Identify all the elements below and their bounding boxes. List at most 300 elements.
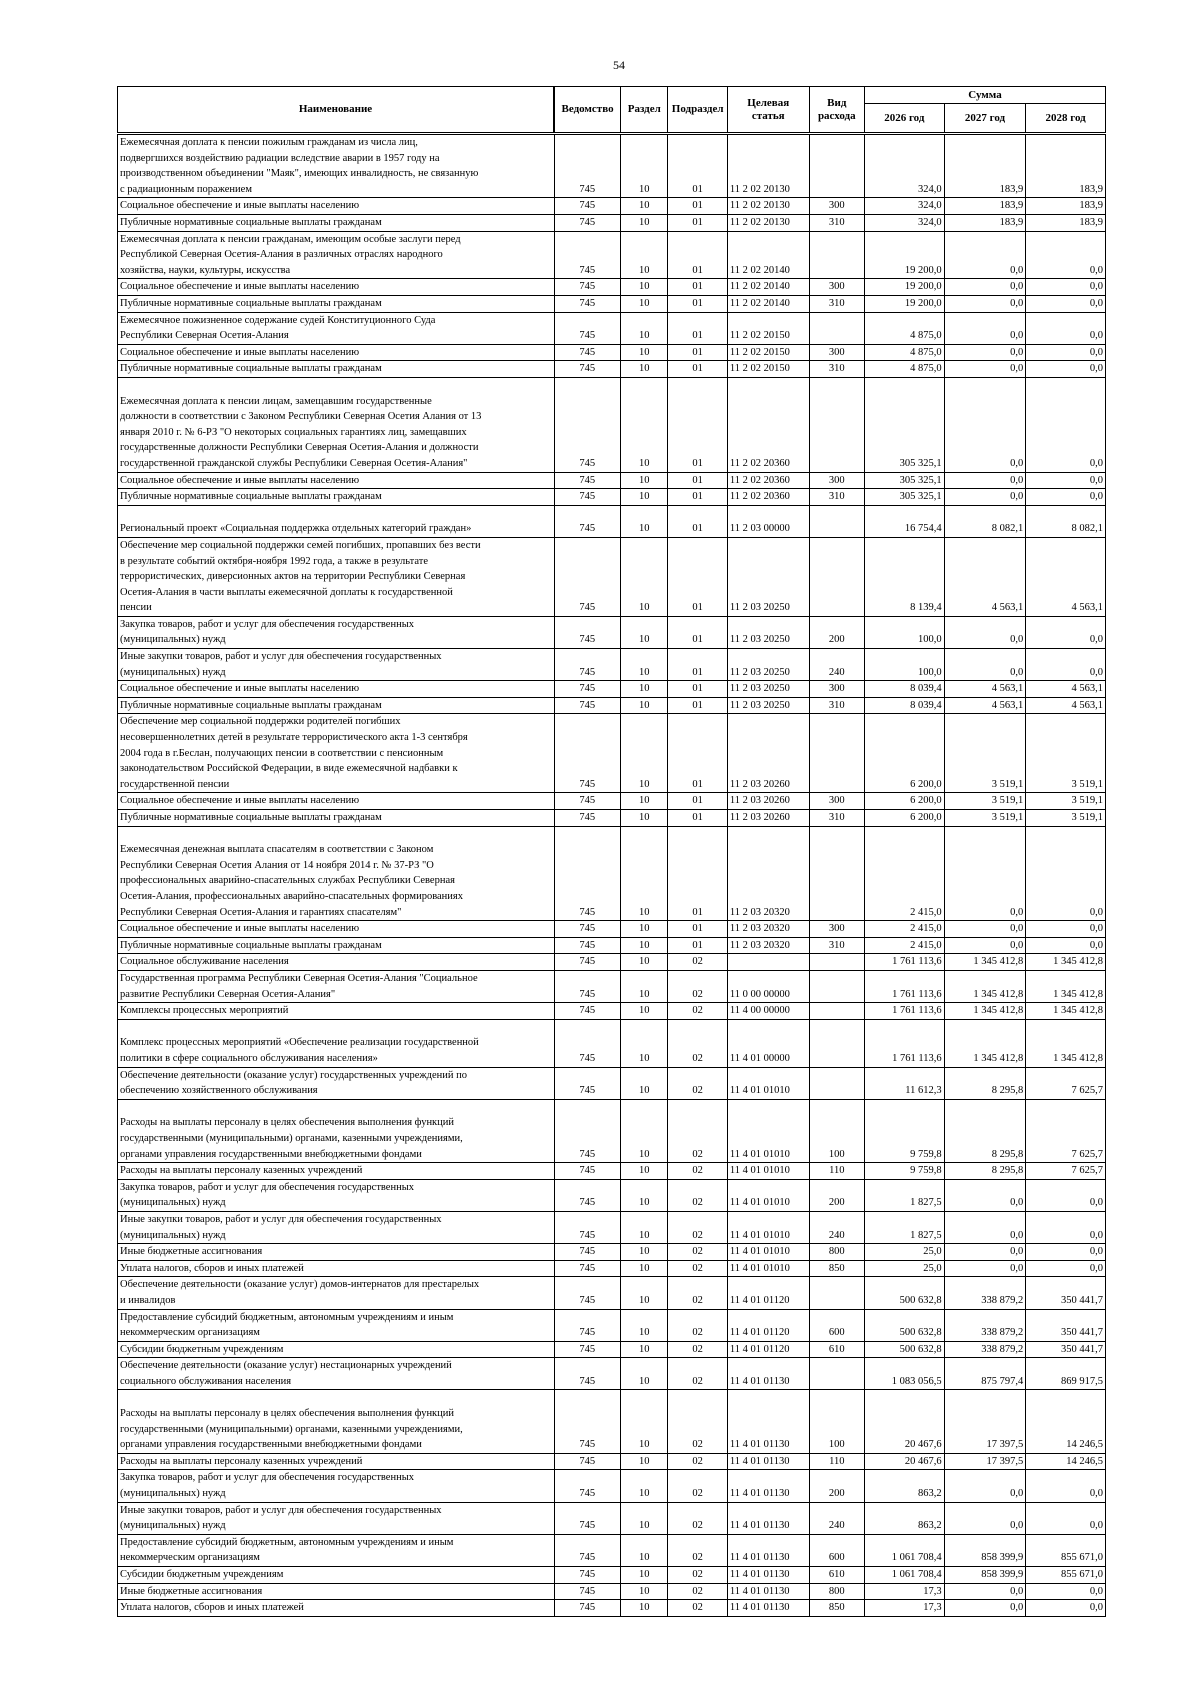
row-vid-rashoda: 300 xyxy=(809,279,864,296)
row-razdel: 10 xyxy=(621,1067,668,1099)
row-name: Иные закупки товаров, работ и услуг для обеспечения государственных (муниципальных) нужд xyxy=(118,1211,555,1243)
row-razdel: 10 xyxy=(621,1099,668,1162)
row-razdel: 10 xyxy=(621,377,668,472)
row-razdel: 10 xyxy=(621,198,668,215)
row-vedomstvo: 745 xyxy=(554,1067,621,1099)
row-vid-rashoda: 300 xyxy=(809,921,864,938)
row-sum-2026: 9 759,8 xyxy=(865,1099,945,1162)
row-celevaya-statya: 11 4 01 01010 xyxy=(727,1260,809,1277)
row-podrazdel: 01 xyxy=(668,344,727,361)
row-razdel: 10 xyxy=(621,826,668,921)
row-celevaya-statya: 11 4 01 01010 xyxy=(727,1067,809,1099)
row-podrazdel: 01 xyxy=(668,649,727,681)
row-celevaya-statya: 11 4 01 01010 xyxy=(727,1099,809,1162)
row-sum-2028: 0,0 xyxy=(1026,616,1106,648)
header-summa: Сумма xyxy=(865,87,1106,104)
row-razdel: 10 xyxy=(621,1211,668,1243)
row-vid-rashoda xyxy=(809,1019,864,1067)
row-razdel: 10 xyxy=(621,134,668,198)
table-row xyxy=(118,697,1106,714)
row-sum-2026: 8 039,4 xyxy=(865,697,945,714)
row-name: Иные бюджетные ассигнования xyxy=(118,1583,555,1600)
row-razdel: 10 xyxy=(621,714,668,793)
row-sum-2028: 1 345 412,8 xyxy=(1026,1003,1106,1020)
row-celevaya-statya: 11 4 01 01010 xyxy=(727,1179,809,1211)
row-sum-2028: 4 563,1 xyxy=(1026,681,1106,698)
row-podrazdel: 02 xyxy=(668,1534,727,1566)
row-vid-rashoda: 240 xyxy=(809,649,864,681)
row-name: Социальное обеспечение и иные выплаты населению xyxy=(118,921,555,938)
table-row xyxy=(118,616,1106,648)
row-sum-2028: 0,0 xyxy=(1026,279,1106,296)
row-podrazdel: 01 xyxy=(668,697,727,714)
table-row xyxy=(118,214,1106,231)
row-razdel: 10 xyxy=(621,1003,668,1020)
row-celevaya-statya: 11 2 03 20320 xyxy=(727,937,809,954)
row-name: Публичные нормативные социальные выплаты гражданам xyxy=(118,937,555,954)
row-sum-2026: 6 200,0 xyxy=(865,810,945,827)
row-sum-2027: 0,0 xyxy=(944,377,1026,472)
table-row xyxy=(118,312,1106,344)
row-sum-2026: 1 761 113,6 xyxy=(865,971,945,1003)
row-vid-rashoda xyxy=(809,231,864,279)
row-vedomstvo: 745 xyxy=(554,377,621,472)
table-row xyxy=(118,1019,1106,1067)
row-celevaya-statya: 11 4 01 01130 xyxy=(727,1502,809,1534)
row-sum-2026: 11 612,3 xyxy=(865,1067,945,1099)
row-name: Ежемесячная доплата к пенсии пожилым гражданам из числа лиц, подвергшихся воздействию радиации вследствие аварии в 1957 году на производственном объединении "Маяк", имеющих инвалидность, не связанную с радиационным поражением xyxy=(118,134,555,198)
row-sum-2027: 17 397,5 xyxy=(944,1453,1026,1470)
row-podrazdel: 01 xyxy=(668,937,727,954)
row-sum-2028: 183,9 xyxy=(1026,214,1106,231)
row-sum-2027: 338 879,2 xyxy=(944,1341,1026,1358)
row-sum-2027: 17 397,5 xyxy=(944,1390,1026,1453)
table-row xyxy=(118,1003,1106,1020)
table-row xyxy=(118,1211,1106,1243)
row-name: Расходы на выплаты персоналу в целях обеспечения выполнения функций государственными (муниципальными) органами, казенными учреждениями, органами управления государственными внебюджетными фондами xyxy=(118,1099,555,1162)
row-sum-2028: 0,0 xyxy=(1026,377,1106,472)
row-name: Субсидии бюджетным учреждениям xyxy=(118,1341,555,1358)
row-podrazdel: 02 xyxy=(668,1277,727,1309)
row-podrazdel: 02 xyxy=(668,1600,727,1617)
row-razdel: 10 xyxy=(621,616,668,648)
row-vedomstvo: 745 xyxy=(554,1163,621,1180)
row-celevaya-statya: 11 4 01 01010 xyxy=(727,1211,809,1243)
row-celevaya-statya: 11 2 02 20360 xyxy=(727,489,809,506)
row-sum-2028: 1 345 412,8 xyxy=(1026,1019,1106,1067)
row-vid-rashoda xyxy=(809,134,864,198)
row-name: Обеспечение деятельности (оказание услуг) государственных учреждений по обеспечению хозяйственного обслуживания xyxy=(118,1067,555,1099)
row-razdel: 10 xyxy=(621,1502,668,1534)
row-celevaya-statya: 11 4 01 01130 xyxy=(727,1567,809,1584)
row-sum-2026: 324,0 xyxy=(865,214,945,231)
row-vedomstvo: 745 xyxy=(554,937,621,954)
row-vid-rashoda: 850 xyxy=(809,1260,864,1277)
row-name: Закупка товаров, работ и услуг для обеспечения государственных (муниципальных) нужд xyxy=(118,616,555,648)
row-sum-2028: 1 345 412,8 xyxy=(1026,971,1106,1003)
row-sum-2027: 875 797,4 xyxy=(944,1358,1026,1390)
header-year-2026: 2026 год xyxy=(865,104,945,134)
row-vid-rashoda: 310 xyxy=(809,810,864,827)
table-row xyxy=(118,472,1106,489)
row-razdel: 10 xyxy=(621,810,668,827)
row-sum-2027: 4 563,1 xyxy=(944,537,1026,616)
row-sum-2027: 858 399,9 xyxy=(944,1534,1026,1566)
row-sum-2028: 350 441,7 xyxy=(1026,1309,1106,1341)
row-sum-2028: 0,0 xyxy=(1026,1211,1106,1243)
table-row xyxy=(118,1244,1106,1261)
row-sum-2028: 0,0 xyxy=(1026,1600,1106,1617)
row-sum-2027: 338 879,2 xyxy=(944,1309,1026,1341)
row-sum-2028: 3 519,1 xyxy=(1026,714,1106,793)
row-sum-2027: 0,0 xyxy=(944,616,1026,648)
row-sum-2026: 1 761 113,6 xyxy=(865,1003,945,1020)
row-sum-2026: 9 759,8 xyxy=(865,1163,945,1180)
row-sum-2028: 7 625,7 xyxy=(1026,1067,1106,1099)
row-sum-2028: 350 441,7 xyxy=(1026,1341,1106,1358)
row-vid-rashoda: 300 xyxy=(809,344,864,361)
row-sum-2028: 855 671,0 xyxy=(1026,1567,1106,1584)
row-sum-2026: 1 827,5 xyxy=(865,1211,945,1243)
row-sum-2026: 305 325,1 xyxy=(865,472,945,489)
row-name: Социальное обеспечение и иные выплаты населению xyxy=(118,681,555,698)
row-vid-rashoda: 300 xyxy=(809,198,864,215)
row-name: Комплекс процессных мероприятий «Обеспечение реализации государственной политики в сфере социального обслуживания населения» xyxy=(118,1019,555,1067)
row-sum-2026: 100,0 xyxy=(865,649,945,681)
row-razdel: 10 xyxy=(621,1341,668,1358)
row-sum-2027: 8 295,8 xyxy=(944,1067,1026,1099)
header-celevaya-statya: Целевая статья xyxy=(727,87,809,134)
row-podrazdel: 02 xyxy=(668,1244,727,1261)
row-sum-2026: 19 200,0 xyxy=(865,279,945,296)
row-vedomstvo: 745 xyxy=(554,616,621,648)
row-sum-2028: 0,0 xyxy=(1026,1502,1106,1534)
table-row xyxy=(118,793,1106,810)
row-celevaya-statya: 11 2 03 20260 xyxy=(727,810,809,827)
row-sum-2026: 2 415,0 xyxy=(865,937,945,954)
row-sum-2028: 350 441,7 xyxy=(1026,1277,1106,1309)
row-razdel: 10 xyxy=(621,1470,668,1502)
row-vid-rashoda: 240 xyxy=(809,1502,864,1534)
row-celevaya-statya: 11 2 03 20250 xyxy=(727,697,809,714)
row-vid-rashoda: 310 xyxy=(809,489,864,506)
row-vid-rashoda xyxy=(809,1067,864,1099)
row-sum-2028: 0,0 xyxy=(1026,1244,1106,1261)
row-sum-2027: 0,0 xyxy=(944,1600,1026,1617)
table-row xyxy=(118,1067,1106,1099)
row-name: Обеспечение деятельности (оказание услуг) домов-интернатов для престарелых и инвалидов xyxy=(118,1277,555,1309)
row-sum-2026: 2 415,0 xyxy=(865,826,945,921)
row-razdel: 10 xyxy=(621,505,668,537)
row-podrazdel: 02 xyxy=(668,971,727,1003)
table-row xyxy=(118,1341,1106,1358)
table-row xyxy=(118,714,1106,793)
row-celevaya-statya: 11 2 02 20150 xyxy=(727,344,809,361)
row-podrazdel: 02 xyxy=(668,1211,727,1243)
row-sum-2026: 4 875,0 xyxy=(865,361,945,378)
row-celevaya-statya: 11 2 02 20360 xyxy=(727,472,809,489)
row-sum-2028: 4 563,1 xyxy=(1026,697,1106,714)
row-podrazdel: 01 xyxy=(668,279,727,296)
row-vid-rashoda xyxy=(809,954,864,971)
row-razdel: 10 xyxy=(621,697,668,714)
row-sum-2026: 2 415,0 xyxy=(865,921,945,938)
row-podrazdel: 02 xyxy=(668,1470,727,1502)
row-razdel: 10 xyxy=(621,1309,668,1341)
row-sum-2028: 0,0 xyxy=(1026,826,1106,921)
row-vedomstvo: 745 xyxy=(554,1309,621,1341)
table-header xyxy=(118,87,1106,134)
row-sum-2027: 4 563,1 xyxy=(944,697,1026,714)
row-podrazdel: 02 xyxy=(668,1502,727,1534)
row-vedomstvo: 745 xyxy=(554,1600,621,1617)
row-sum-2027: 0,0 xyxy=(944,649,1026,681)
row-name: Социальное обслуживание населения xyxy=(118,954,555,971)
row-razdel: 10 xyxy=(621,537,668,616)
row-sum-2028: 14 246,5 xyxy=(1026,1390,1106,1453)
row-name: Социальное обеспечение и иные выплаты населению xyxy=(118,198,555,215)
row-name: Публичные нормативные социальные выплаты гражданам xyxy=(118,697,555,714)
row-sum-2026: 1 827,5 xyxy=(865,1179,945,1211)
table-row xyxy=(118,344,1106,361)
table-row xyxy=(118,1583,1106,1600)
table-row xyxy=(118,1470,1106,1502)
row-vid-rashoda: 100 xyxy=(809,1390,864,1453)
row-name: Предоставление субсидий бюджетным, автономным учреждениям и иным некоммерческим организациям xyxy=(118,1309,555,1341)
table-row xyxy=(118,1099,1106,1162)
row-sum-2026: 16 754,4 xyxy=(865,505,945,537)
row-name: Социальное обеспечение и иные выплаты населению xyxy=(118,279,555,296)
row-vid-rashoda xyxy=(809,505,864,537)
row-podrazdel: 02 xyxy=(668,954,727,971)
row-vid-rashoda xyxy=(809,537,864,616)
row-podrazdel: 02 xyxy=(668,1003,727,1020)
row-vedomstvo: 745 xyxy=(554,1260,621,1277)
row-vid-rashoda xyxy=(809,312,864,344)
row-name: Иные закупки товаров, работ и услуг для обеспечения государственных (муниципальных) нужд xyxy=(118,649,555,681)
row-podrazdel: 02 xyxy=(668,1309,727,1341)
row-vid-rashoda xyxy=(809,1003,864,1020)
row-celevaya-statya: 11 4 01 01130 xyxy=(727,1390,809,1453)
row-vid-rashoda: 110 xyxy=(809,1163,864,1180)
row-podrazdel: 02 xyxy=(668,1358,727,1390)
row-razdel: 10 xyxy=(621,1179,668,1211)
row-name: Государственная программа Республики Северная Осетия-Алания "Социальное развитие Республики Северная Осетия-Алания" xyxy=(118,971,555,1003)
row-razdel: 10 xyxy=(621,1600,668,1617)
header-name: Наименование xyxy=(118,87,555,134)
table-row xyxy=(118,681,1106,698)
row-sum-2026: 4 875,0 xyxy=(865,344,945,361)
row-name: Социальное обеспечение и иные выплаты населению xyxy=(118,344,555,361)
row-sum-2026: 324,0 xyxy=(865,134,945,198)
row-podrazdel: 01 xyxy=(668,826,727,921)
row-name: Комплексы процессных мероприятий xyxy=(118,1003,555,1020)
row-vid-rashoda: 200 xyxy=(809,1179,864,1211)
row-celevaya-statya: 11 4 01 01130 xyxy=(727,1583,809,1600)
table-row xyxy=(118,231,1106,279)
row-razdel: 10 xyxy=(621,1534,668,1566)
row-razdel: 10 xyxy=(621,1583,668,1600)
table-row xyxy=(118,505,1106,537)
row-razdel: 10 xyxy=(621,279,668,296)
row-celevaya-statya: 11 4 01 01010 xyxy=(727,1244,809,1261)
row-celevaya-statya: 11 4 01 00000 xyxy=(727,1019,809,1067)
row-razdel: 10 xyxy=(621,793,668,810)
row-celevaya-statya: 11 4 01 01130 xyxy=(727,1534,809,1566)
row-celevaya-statya: 11 2 02 20150 xyxy=(727,361,809,378)
row-sum-2026: 1 761 113,6 xyxy=(865,1019,945,1067)
row-sum-2026: 25,0 xyxy=(865,1244,945,1261)
row-vedomstvo: 745 xyxy=(554,1534,621,1566)
row-sum-2028: 3 519,1 xyxy=(1026,810,1106,827)
row-sum-2027: 8 082,1 xyxy=(944,505,1026,537)
row-sum-2026: 863,2 xyxy=(865,1470,945,1502)
row-celevaya-statya: 11 4 01 01010 xyxy=(727,1163,809,1180)
row-vedomstvo: 745 xyxy=(554,1179,621,1211)
row-sum-2026: 25,0 xyxy=(865,1260,945,1277)
table-row xyxy=(118,826,1106,921)
row-sum-2028: 0,0 xyxy=(1026,361,1106,378)
row-sum-2027: 183,9 xyxy=(944,214,1026,231)
row-vedomstvo: 745 xyxy=(554,826,621,921)
row-razdel: 10 xyxy=(621,1244,668,1261)
row-sum-2028: 7 625,7 xyxy=(1026,1099,1106,1162)
row-sum-2028: 0,0 xyxy=(1026,1470,1106,1502)
row-podrazdel: 01 xyxy=(668,231,727,279)
row-podrazdel: 01 xyxy=(668,921,727,938)
row-name: Публичные нормативные социальные выплаты гражданам xyxy=(118,489,555,506)
row-vedomstvo: 745 xyxy=(554,231,621,279)
row-sum-2026: 6 200,0 xyxy=(865,714,945,793)
row-sum-2028: 0,0 xyxy=(1026,344,1106,361)
row-sum-2027: 0,0 xyxy=(944,1502,1026,1534)
row-vid-rashoda: 800 xyxy=(809,1244,864,1261)
row-vedomstvo: 745 xyxy=(554,537,621,616)
row-sum-2028: 8 082,1 xyxy=(1026,505,1106,537)
row-sum-2028: 0,0 xyxy=(1026,295,1106,312)
row-vedomstvo: 745 xyxy=(554,810,621,827)
row-razdel: 10 xyxy=(621,1358,668,1390)
row-vid-rashoda: 600 xyxy=(809,1534,864,1566)
row-podrazdel: 02 xyxy=(668,1453,727,1470)
header-year-2027: 2027 год xyxy=(944,104,1026,134)
row-name: Ежемесячное пожизненное содержание судей Конституционного Суда Республики Северная Осетия-Алания xyxy=(118,312,555,344)
table-row xyxy=(118,1179,1106,1211)
page-number: 54 xyxy=(613,58,625,72)
row-vedomstvo: 745 xyxy=(554,1583,621,1600)
row-vedomstvo: 745 xyxy=(554,1453,621,1470)
row-vedomstvo: 745 xyxy=(554,344,621,361)
row-sum-2027: 3 519,1 xyxy=(944,714,1026,793)
table-row xyxy=(118,489,1106,506)
row-sum-2028: 0,0 xyxy=(1026,649,1106,681)
table-row xyxy=(118,1600,1106,1617)
table-row xyxy=(118,1502,1106,1534)
row-razdel: 10 xyxy=(621,954,668,971)
row-vedomstvo: 745 xyxy=(554,1277,621,1309)
row-celevaya-statya: 11 2 02 20140 xyxy=(727,295,809,312)
row-name: Закупка товаров, работ и услуг для обеспечения государственных (муниципальных) нужд xyxy=(118,1470,555,1502)
row-sum-2026: 17,3 xyxy=(865,1583,945,1600)
row-celevaya-statya: 11 2 03 20250 xyxy=(727,649,809,681)
row-sum-2027: 0,0 xyxy=(944,361,1026,378)
row-vid-rashoda xyxy=(809,1277,864,1309)
row-sum-2028: 0,0 xyxy=(1026,312,1106,344)
row-vid-rashoda: 110 xyxy=(809,1453,864,1470)
table-row xyxy=(118,1260,1106,1277)
row-vid-rashoda xyxy=(809,826,864,921)
row-sum-2027: 0,0 xyxy=(944,279,1026,296)
row-sum-2027: 183,9 xyxy=(944,198,1026,215)
row-name: Обеспечение мер социальной поддержки семей погибших, пропавших без вести в результате событий октября-ноября 1992 года, а также в результате террористических, диверсионных актов на территории Республики Северная Осетия-Алания в части выплаты ежемесячной доплаты к государственной пенсии xyxy=(118,537,555,616)
row-celevaya-statya: 11 2 02 20140 xyxy=(727,279,809,296)
row-sum-2026: 4 875,0 xyxy=(865,312,945,344)
row-sum-2027: 1 345 412,8 xyxy=(944,1019,1026,1067)
row-sum-2027: 3 519,1 xyxy=(944,793,1026,810)
row-vid-rashoda: 300 xyxy=(809,793,864,810)
table-row xyxy=(118,1534,1106,1566)
row-celevaya-statya: 11 4 01 01130 xyxy=(727,1358,809,1390)
row-celevaya-statya: 11 2 03 20260 xyxy=(727,793,809,810)
row-vid-rashoda: 300 xyxy=(809,681,864,698)
row-celevaya-statya: 11 4 01 01130 xyxy=(727,1600,809,1617)
table-row xyxy=(118,377,1106,472)
row-name: Публичные нормативные социальные выплаты гражданам xyxy=(118,214,555,231)
row-sum-2027: 8 295,8 xyxy=(944,1099,1026,1162)
row-vedomstvo: 745 xyxy=(554,295,621,312)
row-sum-2027: 4 563,1 xyxy=(944,681,1026,698)
row-sum-2028: 0,0 xyxy=(1026,937,1106,954)
row-celevaya-statya: 11 4 01 01120 xyxy=(727,1341,809,1358)
row-podrazdel: 01 xyxy=(668,793,727,810)
row-sum-2026: 19 200,0 xyxy=(865,295,945,312)
row-celevaya-statya: 11 2 03 20260 xyxy=(727,714,809,793)
row-sum-2028: 4 563,1 xyxy=(1026,537,1106,616)
row-celevaya-statya: 11 2 03 20320 xyxy=(727,826,809,921)
row-vedomstvo: 745 xyxy=(554,1502,621,1534)
row-sum-2028: 0,0 xyxy=(1026,231,1106,279)
row-podrazdel: 01 xyxy=(668,505,727,537)
row-vid-rashoda xyxy=(809,377,864,472)
row-vid-rashoda: 850 xyxy=(809,1600,864,1617)
row-sum-2027: 0,0 xyxy=(944,826,1026,921)
row-sum-2026: 6 200,0 xyxy=(865,793,945,810)
row-sum-2026: 20 467,6 xyxy=(865,1390,945,1453)
row-celevaya-statya: 11 2 03 20250 xyxy=(727,616,809,648)
row-podrazdel: 01 xyxy=(668,295,727,312)
row-razdel: 10 xyxy=(621,681,668,698)
row-vedomstvo: 745 xyxy=(554,697,621,714)
row-celevaya-statya xyxy=(727,954,809,971)
row-sum-2026: 8 139,4 xyxy=(865,537,945,616)
table-row xyxy=(118,810,1106,827)
header-vedomstvo: Ведомство xyxy=(554,87,621,134)
row-celevaya-statya: 11 4 01 01130 xyxy=(727,1470,809,1502)
row-vedomstvo: 745 xyxy=(554,1567,621,1584)
row-celevaya-statya: 11 2 02 20150 xyxy=(727,312,809,344)
row-sum-2026: 324,0 xyxy=(865,198,945,215)
row-sum-2028: 7 625,7 xyxy=(1026,1163,1106,1180)
row-razdel: 10 xyxy=(621,214,668,231)
row-sum-2027: 0,0 xyxy=(944,937,1026,954)
row-vid-rashoda: 310 xyxy=(809,697,864,714)
row-name: Публичные нормативные социальные выплаты гражданам xyxy=(118,295,555,312)
row-podrazdel: 01 xyxy=(668,472,727,489)
row-razdel: 10 xyxy=(621,1390,668,1453)
row-vedomstvo: 745 xyxy=(554,1099,621,1162)
row-razdel: 10 xyxy=(621,1453,668,1470)
row-sum-2028: 183,9 xyxy=(1026,198,1106,215)
